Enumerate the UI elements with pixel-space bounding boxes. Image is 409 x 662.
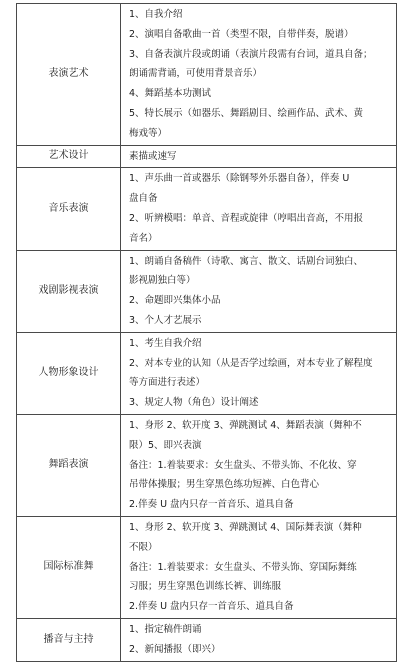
category-cell: 播音与主持 — [17, 618, 121, 661]
requirement-line: 2、命题即兴集体小品 — [129, 295, 221, 307]
requirement-line: 1、自我介绍 — [129, 9, 183, 20]
requirements-cell — [121, 168, 397, 250]
category-cell: 戏剧影视表演 — [17, 250, 121, 332]
requirements-cell — [121, 4, 397, 146]
category-cell: 国际标准舞 — [17, 516, 121, 618]
requirement-line: 4、舞蹈基本功测试 — [129, 88, 212, 100]
requirement-line: 等方面进行表述） — [129, 377, 206, 389]
requirement-line: 2、对本专业的认知（从是否学过绘画，对本专业了解程度 — [129, 357, 373, 369]
requirement-line: 2、演唱自备歌曲一首（类型不限，自带伴奏，脱谱） — [129, 28, 354, 40]
requirement-line: 朗诵需背诵，可使用背景音乐） — [129, 68, 263, 80]
category-cell: 舞蹈表演 — [17, 414, 121, 516]
requirement-line: 1、考生自我介绍 — [129, 337, 202, 349]
requirement-line: 2.伴奏 U 盘内只存一首音乐、道具自备 — [129, 499, 294, 511]
category-cell: 人物形象设计 — [17, 332, 121, 414]
requirement-line: 5、特长展示（如器乐、舞蹈剧目、绘画作品、武术、黄 — [129, 107, 364, 119]
requirement-line: 备注：1.着装要求：女生盘头、不带头饰、不化妆、穿 — [129, 459, 357, 471]
table-row — [17, 4, 397, 146]
requirement-line: 2、听辨模唱：单音、音程或旋律（哼唱出音高，不用报 — [129, 212, 364, 224]
requirement-line: 2.伴奏 U 盘内只存一首音乐、道具自备 — [129, 601, 294, 613]
table-row — [17, 516, 397, 618]
table-row — [17, 414, 397, 516]
requirement-line: 1、朗诵自备稿件（诗歌、寓言、散文、话剧台词独白、 — [129, 255, 364, 267]
category-cell: 艺术设计 — [17, 145, 121, 168]
requirements-cell — [121, 250, 397, 332]
table-row — [17, 250, 397, 332]
table-row — [17, 168, 397, 250]
requirement-line: 3、自备表演片段或朗诵（表演片段需有台词，道具自备； — [129, 48, 373, 60]
requirement-line: 梅戏等） — [129, 127, 168, 139]
table-row — [17, 145, 397, 168]
table-row — [17, 332, 397, 414]
requirement-line: 习服；男生穿黑色训练长裤、训练服 — [129, 581, 282, 593]
requirement-line: 1、身形 2、软开度 3、弹跳测试 4、国际舞表演（舞种 — [129, 521, 362, 533]
requirement-line: 限）5、即兴表演 — [129, 439, 202, 451]
table-body — [17, 4, 397, 662]
requirement-line: 盘自备 — [129, 193, 158, 205]
requirements-cell — [121, 414, 397, 516]
requirement-line: 3、个人才艺展示 — [129, 314, 202, 326]
requirement-line: 不限） — [129, 541, 158, 553]
category-cell: 音乐表演 — [17, 168, 121, 250]
requirement-line: 音名） — [129, 232, 158, 244]
requirement-line: 备注：1.着装要求：女生盘头、不带头饰、穿国际舞练 — [129, 561, 357, 573]
requirement-line: 素描或速写 — [129, 150, 177, 162]
requirement-line: 3、规定人物（角色）设计阐述 — [129, 397, 259, 409]
requirement-line: 2、新闻播报（即兴） — [129, 643, 221, 655]
table-row — [17, 618, 397, 661]
requirements-cell — [121, 516, 397, 618]
requirement-line: 1、声乐曲一首或器乐（除钢琴外乐器自备），伴奏 U — [129, 173, 350, 185]
requirement-line: 1、身形 2、软开度 3、弹跳测试 4、舞蹈表演（舞种不 — [129, 419, 362, 431]
requirement-line: 影视剧独白等） — [129, 275, 196, 287]
requirement-line: 吊带体操服；男生穿黑色练功短裤、白色背心 — [129, 479, 320, 491]
requirement-line: 1、指定稿件朗诵 — [129, 623, 202, 635]
requirements-cell — [121, 618, 397, 661]
requirements-cell — [121, 332, 397, 414]
exam-content-table — [16, 3, 397, 662]
category-cell: 表演艺术 — [17, 4, 121, 146]
requirements-cell — [121, 145, 397, 168]
